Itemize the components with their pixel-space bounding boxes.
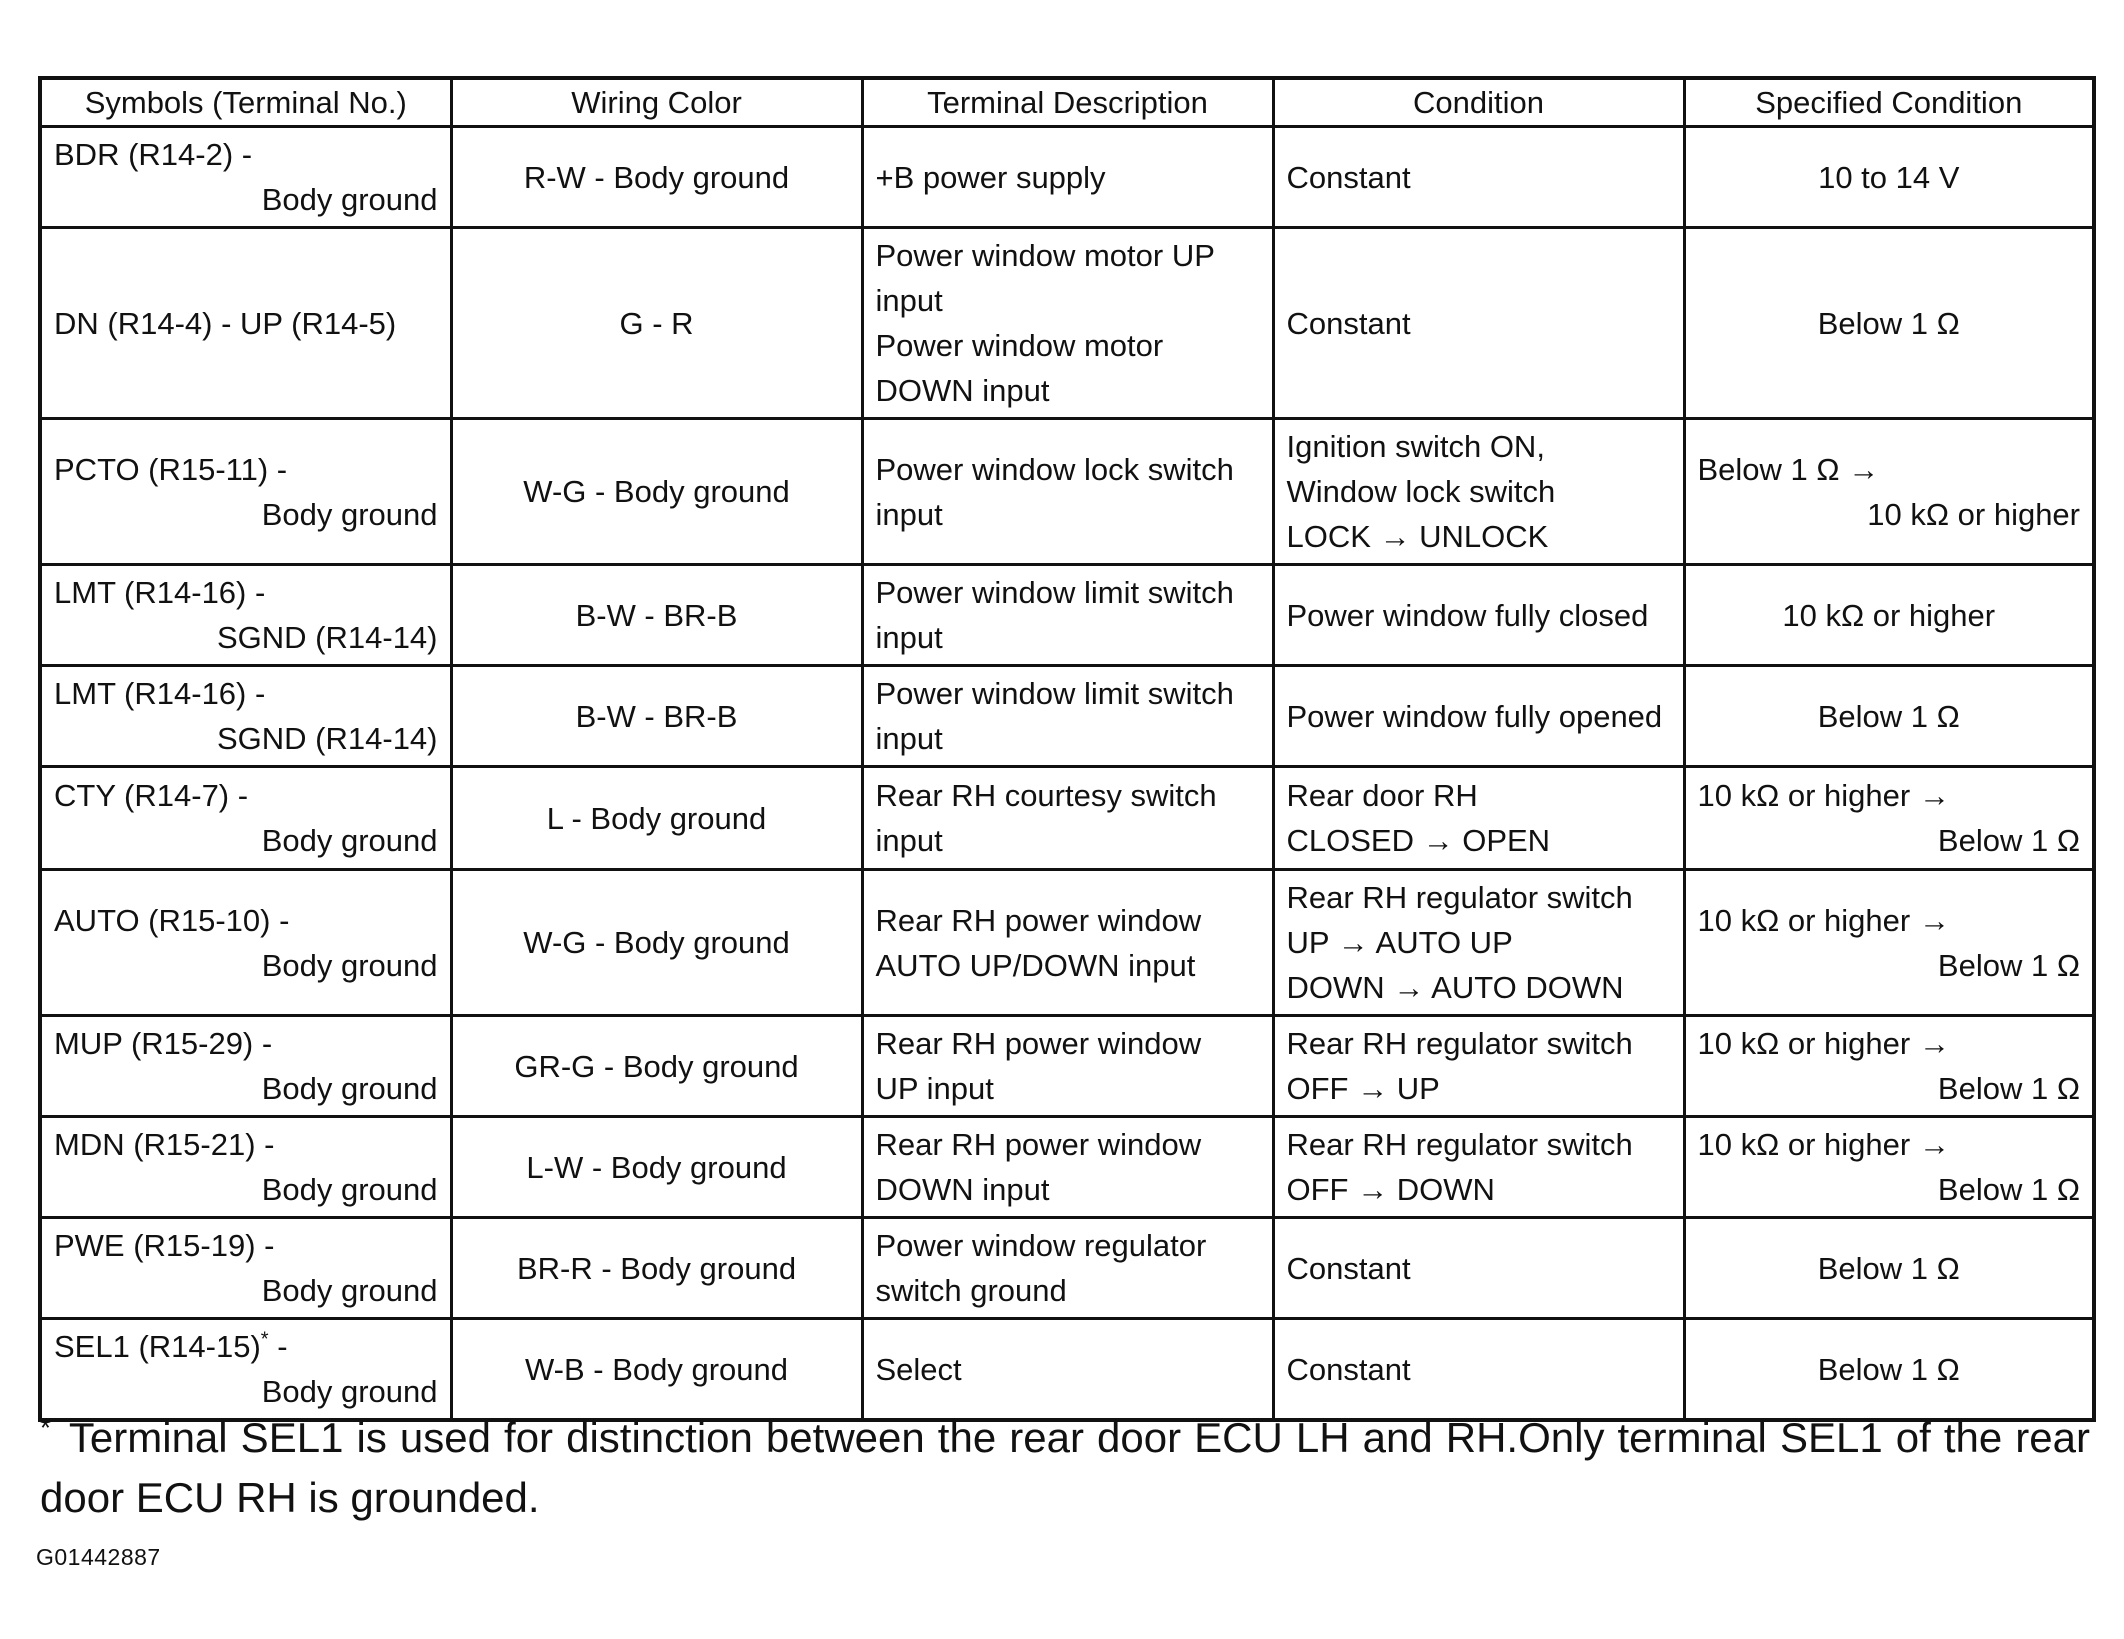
symbol-line: PWE (R15-19) -	[54, 1228, 275, 1263]
specified-line: 10 to 14 V	[1818, 159, 1960, 195]
table-row	[40, 565, 2094, 666]
description-cell	[862, 1117, 1273, 1218]
symbol-cell	[40, 1319, 451, 1421]
condition-cell	[1273, 127, 1684, 228]
table-row	[40, 228, 2094, 419]
description-cell	[862, 1218, 1273, 1319]
table-row	[40, 1016, 2094, 1117]
symbol-cell	[40, 127, 451, 228]
description-line: Rear RH power window	[875, 902, 1202, 938]
symbol-line: MUP (R15-29) -	[54, 1026, 273, 1061]
description-line: DOWN input	[875, 1172, 1050, 1207]
specified-line: Below 1 Ω	[1937, 1071, 2080, 1106]
table-row	[40, 1319, 2094, 1421]
description-cell	[862, 565, 1273, 666]
condition-line: Rear RH regulator switch	[1286, 1026, 1633, 1061]
description-line: +B power supply	[875, 159, 1106, 195]
specified-condition-cell	[1684, 767, 2094, 870]
symbol-line: Body ground	[261, 1374, 438, 1409]
condition-cell	[1273, 1016, 1684, 1117]
condition-line: Constant	[1286, 159, 1411, 195]
symbol-line: PCTO (R15-11) -	[54, 451, 288, 487]
symbol-line: MDN (R15-21) -	[54, 1127, 275, 1162]
description-line: AUTO UP/DOWN input	[875, 947, 1196, 983]
footnote-mark: *	[40, 1412, 51, 1443]
specified-line: 10 kΩ or higher →	[1697, 1026, 1950, 1061]
description-cell	[862, 870, 1273, 1016]
symbol-line: SGND (R14-14)	[217, 620, 438, 655]
wiring-color-cell: BR-R - Body ground	[451, 1218, 862, 1319]
symbol-line: AUTO (R15-10) -	[54, 902, 290, 938]
wiring-color-cell: L - Body ground	[451, 767, 862, 870]
header-specified-condition: Specified Condition	[1684, 78, 2094, 127]
description-line: Rear RH power window	[875, 1026, 1202, 1061]
symbol-line: LMT (R14-16) -	[54, 676, 266, 711]
specified-line: Below 1 Ω	[1817, 1351, 1960, 1387]
condition-cell	[1273, 565, 1684, 666]
description-cell	[862, 1016, 1273, 1117]
table-header-row	[40, 78, 2094, 127]
header-symbols: Symbols (Terminal No.)	[40, 78, 451, 127]
header-terminal-description: Terminal Description	[862, 78, 1273, 127]
symbol-cell	[40, 1218, 451, 1319]
terminal-inspection-table	[38, 76, 2096, 1422]
condition-line: Rear RH regulator switch	[1286, 880, 1633, 915]
specified-line: 10 kΩ or higher	[1867, 496, 2080, 532]
specified-line: Below 1 Ω	[1817, 305, 1960, 341]
symbol-dash: -	[268, 1329, 288, 1364]
description-line: switch ground	[875, 1273, 1067, 1308]
table-row	[40, 870, 2094, 1016]
condition-line: OFF → DOWN	[1286, 1172, 1495, 1207]
specified-condition-cell	[1684, 228, 2094, 419]
table-row	[40, 127, 2094, 228]
header-wiring-color: Wiring Color	[451, 78, 862, 127]
description-cell	[862, 127, 1273, 228]
condition-line: Constant	[1286, 1351, 1411, 1387]
wiring-color-cell: G - R	[451, 228, 862, 419]
table-row	[40, 666, 2094, 767]
description-line: Power window lock switch	[875, 451, 1234, 487]
specified-condition-cell	[1684, 1218, 2094, 1319]
description-line: input	[875, 283, 943, 318]
symbol-cell	[40, 1016, 451, 1117]
condition-cell	[1273, 228, 1684, 419]
description-line: input	[875, 823, 943, 858]
specified-condition-cell	[1684, 666, 2094, 767]
specified-line: 10 kΩ or higher →	[1697, 1127, 1950, 1162]
condition-cell	[1273, 870, 1684, 1016]
symbol-line: SGND (R14-14)	[217, 721, 438, 756]
description-line: Select	[875, 1351, 962, 1387]
symbol-line: Body ground	[261, 823, 438, 858]
symbol-cell	[40, 767, 451, 870]
specified-line: 10 kΩ or higher →	[1697, 778, 1950, 813]
specified-line: Below 1 Ω	[1937, 1172, 2080, 1207]
symbol-line: Body ground	[261, 1273, 438, 1308]
condition-cell	[1273, 666, 1684, 767]
condition-line: Constant	[1286, 305, 1411, 341]
description-line: DOWN input	[875, 373, 1050, 408]
description-line: Rear RH power window	[875, 1127, 1202, 1162]
figure-id: G01442887	[36, 1544, 161, 1570]
wiring-color-cell: GR-G - Body ground	[451, 1016, 862, 1117]
header-condition: Condition	[1273, 78, 1684, 127]
condition-line: Power window fully closed	[1286, 597, 1649, 633]
condition-line: Rear RH regulator switch	[1286, 1127, 1633, 1162]
specified-condition-cell	[1684, 565, 2094, 666]
specified-line: Below 1 Ω	[1817, 1250, 1960, 1286]
description-cell	[862, 228, 1273, 419]
table-row	[40, 1117, 2094, 1218]
table-row	[40, 419, 2094, 565]
symbol-line: DN (R14-4) - UP (R14-5)	[54, 305, 397, 341]
condition-line: Constant	[1286, 1250, 1411, 1286]
description-line: UP input	[875, 1071, 994, 1106]
description-line: input	[875, 620, 943, 655]
symbol-line: Body ground	[261, 182, 438, 217]
description-line: Power window regulator	[875, 1228, 1207, 1263]
condition-cell	[1273, 1319, 1684, 1421]
symbol-line: Body ground	[261, 947, 438, 983]
description-cell	[862, 666, 1273, 767]
condition-line: CLOSED → OPEN	[1286, 823, 1551, 858]
description-line: Power window limit switch	[875, 676, 1234, 711]
symbol-cell	[40, 565, 451, 666]
symbol-line: CTY (R14-7) -	[54, 778, 249, 813]
symbol-line	[54, 1324, 438, 1369]
description-cell	[862, 1319, 1273, 1421]
condition-line: OFF → UP	[1286, 1071, 1440, 1106]
symbol-line: BDR (R14-2) -	[54, 137, 253, 172]
specified-line: 10 kΩ or higher →	[1697, 902, 1950, 938]
condition-line: Window lock switch	[1286, 474, 1556, 509]
description-line: Rear RH courtesy switch	[875, 778, 1217, 813]
wiring-color-cell: L-W - Body ground	[451, 1117, 862, 1218]
table-row	[40, 767, 2094, 870]
description-line: Power window limit switch	[875, 575, 1234, 610]
symbol-line: LMT (R14-16) -	[54, 575, 266, 610]
wiring-color-cell: W-B - Body ground	[451, 1319, 862, 1421]
condition-cell	[1273, 1218, 1684, 1319]
wiring-color-cell: B-W - BR-B	[451, 565, 862, 666]
specified-condition-cell	[1684, 127, 2094, 228]
description-line: input	[875, 721, 943, 756]
specified-condition-cell	[1684, 419, 2094, 565]
condition-line: Power window fully opened	[1286, 698, 1663, 734]
footnote-text: Terminal SEL1 is used for distinction between the rear door ECU LH and RH.Only terminal SEL1 of the rear door ECU RH is grounded.	[40, 1414, 2090, 1521]
condition-line: Rear door RH	[1286, 778, 1478, 813]
symbol-line: Body ground	[261, 496, 438, 532]
condition-cell	[1273, 419, 1684, 565]
specified-condition-cell	[1684, 1016, 2094, 1117]
symbol-cell	[40, 870, 451, 1016]
wiring-color-cell: R-W - Body ground	[451, 127, 862, 228]
symbol-cell	[40, 419, 451, 565]
description-cell	[862, 419, 1273, 565]
table-row	[40, 1218, 2094, 1319]
footnote	[40, 1408, 2090, 1528]
symbol-text: SEL1 (R14-15)	[54, 1329, 261, 1364]
condition-line: DOWN → AUTO DOWN	[1286, 970, 1624, 1005]
specified-line: Below 1 Ω →	[1697, 451, 1880, 487]
wiring-color-cell: W-G - Body ground	[451, 419, 862, 565]
symbol-cell	[40, 228, 451, 419]
specified-line: Below 1 Ω	[1937, 823, 2080, 858]
specified-line: 10 kΩ or higher	[1782, 597, 1996, 633]
description-cell	[862, 767, 1273, 870]
description-line: Power window motor UP	[875, 238, 1215, 273]
footnote-reference-mark: *	[260, 1328, 269, 1351]
condition-line: LOCK → UNLOCK	[1286, 519, 1549, 554]
condition-cell	[1273, 1117, 1684, 1218]
specified-condition-cell	[1684, 1117, 2094, 1218]
condition-line: UP → AUTO UP	[1286, 925, 1513, 960]
wiring-color-cell: B-W - BR-B	[451, 666, 862, 767]
description-line: Power window motor	[875, 328, 1164, 363]
symbol-line: Body ground	[261, 1071, 438, 1106]
specified-line: Below 1 Ω	[1817, 698, 1960, 734]
symbol-line: Body ground	[261, 1172, 438, 1207]
description-line: input	[875, 496, 943, 532]
symbol-cell	[40, 1117, 451, 1218]
condition-line: Ignition switch ON,	[1286, 429, 1545, 464]
condition-cell	[1273, 767, 1684, 870]
specified-condition-cell	[1684, 1319, 2094, 1421]
specified-line: Below 1 Ω	[1937, 947, 2080, 983]
symbol-cell	[40, 666, 451, 767]
specified-condition-cell	[1684, 870, 2094, 1016]
wiring-color-cell: W-G - Body ground	[451, 870, 862, 1016]
